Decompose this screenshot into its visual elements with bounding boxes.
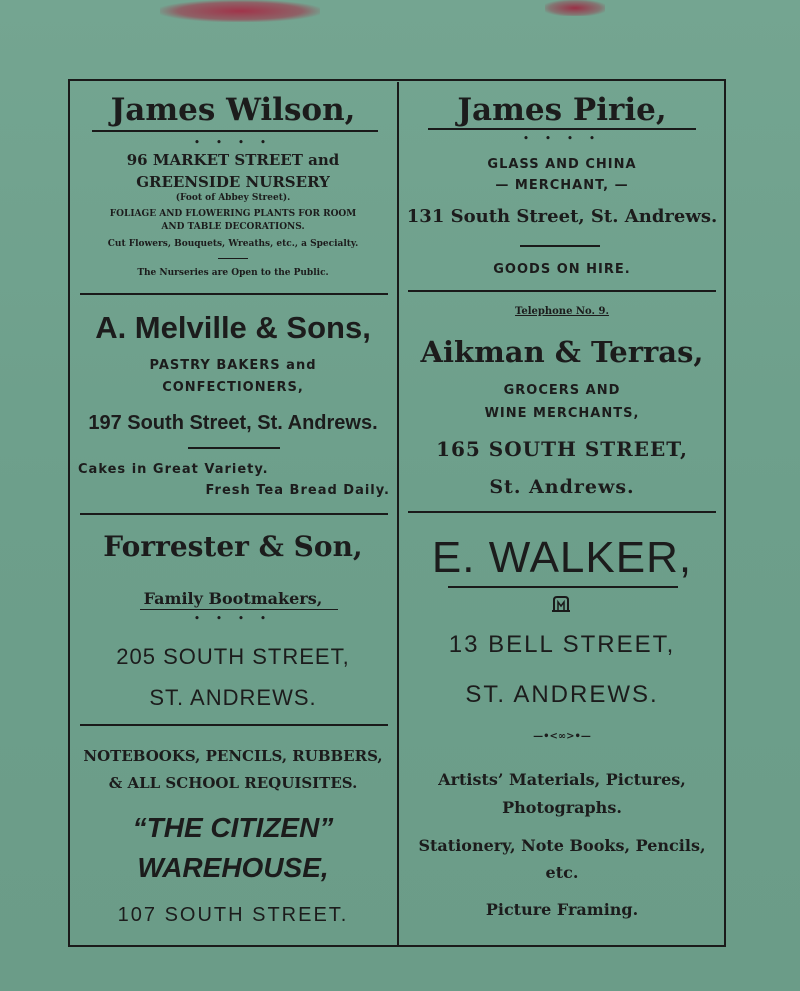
citizen-line1: NOTEBOOKS, PENCILS, RUBBERS, [83,747,383,765]
forrester-trade-underline [140,609,338,610]
pirie-name: James Pirie, [457,92,667,128]
wilson-open: The Nurseries are Open to the Public. [137,268,329,278]
melville-bread: Fresh Tea Bread Daily. [205,483,390,498]
walker-line1: Artists’ Materials, Pictures, [438,770,686,789]
pirie-addr: 131 South Street, St. Andrews. [406,206,718,227]
wilson-name-underline [92,130,378,132]
aikman-addr: 165 SOUTH STREET, [436,437,688,461]
pirie-trade1: GLASS AND CHINA [487,157,637,172]
aikman-trade2: WINE MERCHANTS, [484,406,640,421]
wilson-addr1: 96 MARKET STREET and [126,151,340,169]
walker-town: ST. ANDREWS. [465,681,659,708]
rule-left-2 [80,513,388,515]
walker-ornament: —•<∞>•— [533,731,591,742]
pirie-name-underline [428,128,696,130]
aikman-telephone: Telephone No. 9. [515,306,609,317]
aikman-town: St. Andrews. [489,476,635,498]
rule-left-1 [80,293,388,295]
forrester-dots: • • • • [193,612,273,625]
wilson-advert [72,90,394,130]
melville-short-rule [188,447,280,449]
rule-left-3 [80,724,388,726]
wilson-specialty: Cut Flowers, Bouquets, Wreaths, etc., a Specialty. [107,239,359,249]
melville-addr: 197 South Street, St. Andrews. [88,412,378,434]
citizen-name2: WAREHOUSE, [137,852,329,883]
wilson-short-rule [218,258,248,259]
aikman-name: Aikman & Terras, [420,335,704,369]
forrester-trade: Family Bootmakers, [143,589,323,608]
melville-cakes: Cakes in Great Variety. [78,462,269,477]
wilson-name: James Wilson, [110,92,356,128]
citizen-line2: & ALL SCHOOL REQUISITES. [108,774,358,792]
aikman-trade1: GROCERS AND [503,383,621,398]
citizen-addr: 107 SOUTH STREET. [117,904,349,926]
melville-trade1: PASTRY BAKERS and [149,358,317,373]
pirie-trade2: — MERCHANT, — [495,178,629,193]
rule-right-1 [408,290,716,292]
forrester-addr: 205 SOUTH STREET, [116,644,350,669]
wilson-foot: (Foot of Abbey Street). [175,193,291,203]
forrester-town: ST. ANDREWS. [149,685,317,710]
walker-line3: Stationery, Note Books, Pencils, [418,836,706,855]
pirie-advert [400,90,724,130]
citizen-name1: “THE CITIZEN” [132,812,334,843]
melville-name: A. Melville & Sons, [95,310,371,345]
walker-line4: etc. [545,863,579,882]
walker-line5: Picture Framing. [485,900,639,919]
wilson-plants2: AND TABLE DECORATIONS. [161,222,305,232]
wilson-addr2: GREENSIDE NURSERY [136,173,330,191]
walker-line2: Photographs. [502,798,622,817]
pirie-short-rule [520,245,600,247]
walker-name-underline [448,586,678,588]
stain-mark-small [545,0,605,16]
walker-name: E. WALKER, [431,533,693,582]
melville-trade2: CONFECTIONERS, [162,380,304,395]
forrester-name: Forrester & Son, [103,530,363,563]
stain-mark [160,0,320,22]
pirie-hire: GOODS ON HIRE. [493,262,631,277]
walker-addr: 13 BELL STREET, [448,631,676,658]
pirie-dots: • • • • [522,132,602,145]
rule-right-2 [408,511,716,513]
wilson-plants1: FOLIAGE AND FLOWERING PLANTS FOR ROOM [109,209,357,219]
column-divider [397,82,399,946]
wilson-dots: • • • • [193,136,273,149]
walker-monogram-icon [551,594,571,614]
